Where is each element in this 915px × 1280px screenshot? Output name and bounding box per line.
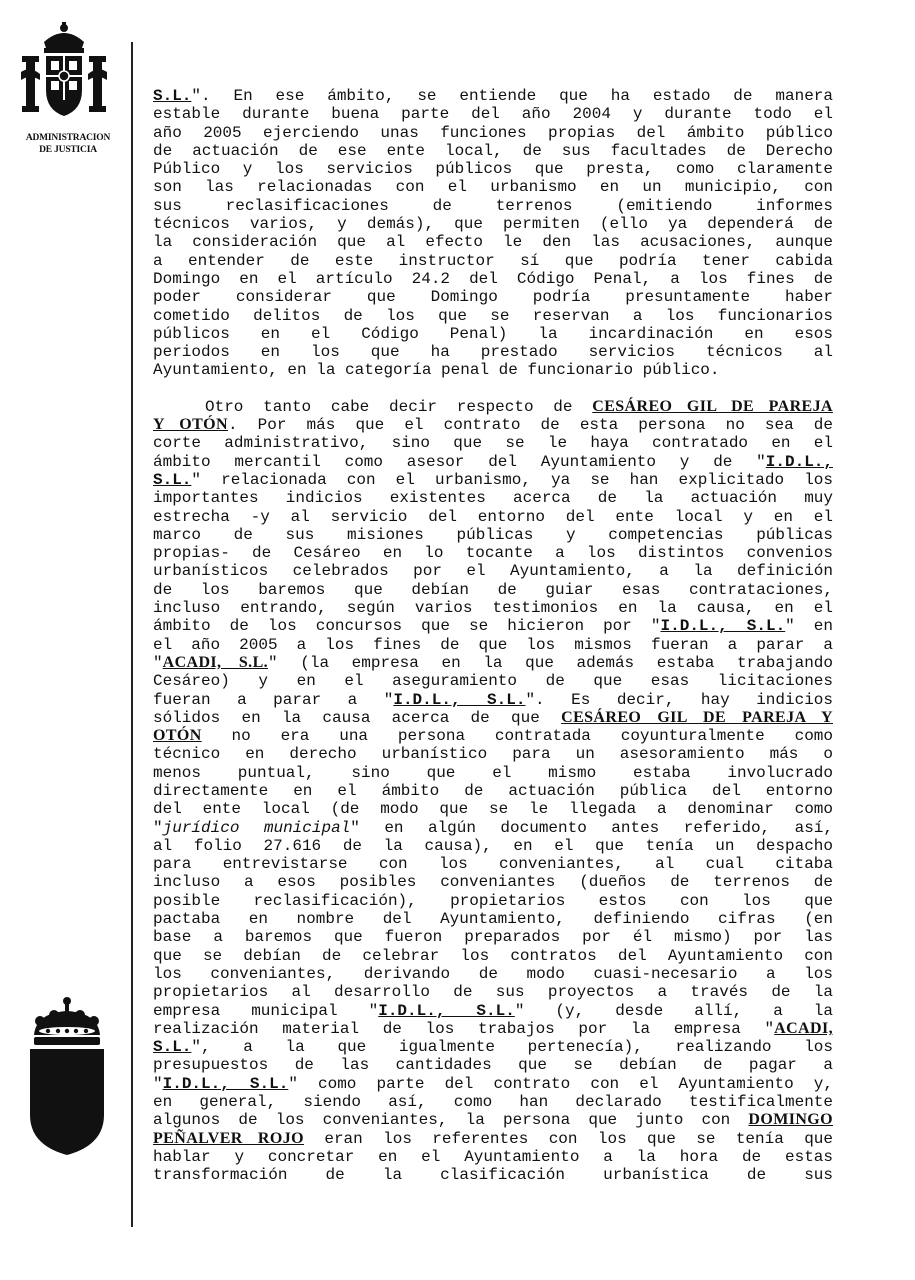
text-line: menos puntual, sino que el mismo estaba involucrado [153,763,833,782]
text-line: incluso entrando, según varios testimonios en la causa, en el [153,599,833,618]
text-line: importantes indicios existentes acerca de la actuación muy [153,489,833,508]
text-line: transformación de la clasificación urbanística de sus [153,1166,833,1185]
quoted-term: jurídico municipal [162,818,351,837]
text-line: presupuestos de las cantidades que se debían de pagar a [153,1056,833,1075]
entity-name: I.D.L., S.L. [378,1001,515,1020]
text-line: pactaba en nombre del Ayuntamiento, definiendo cifras (en [153,910,833,929]
entity-name: S.L. [153,87,192,105]
text-line: corte administrativo, sino que se le haya contratado en el [153,434,833,453]
institution-line-2: DE JUSTICIA [39,145,97,155]
text-line: marco de sus misiones públicas y competencias públicas [153,525,833,544]
institution-label [8,132,128,156]
text-line: Público y los servicios públicos que presta, como claramente [153,160,833,179]
entity-name: S.L. [153,1038,192,1057]
text-line: la consideración que al efecto le den las acusaciones, aunque [153,233,833,252]
person-name: PEÑALVER ROJO [153,1129,304,1147]
text-line: propias- de Cesáreo en lo tocante a los distintos convenios [153,544,833,563]
text-line: estable durante buena parte del año 2004 y durante todo el [153,105,833,124]
entity-name: I.D.L., S.L. [393,690,526,709]
text-line: Cesáreo) y en el aseguramiento de que esas licitaciones [153,672,833,691]
text-line: técnicos varios, y demás), que permiten (ello ya dependerá de [153,215,833,234]
entity-name: S.L. [153,470,192,489]
text-line: públicos en el Código Penal) la incardinación en esos [153,324,833,343]
text-line: al folio 27.616 de la causa), en el que tenía un despacho [153,836,833,855]
text-line: del ente local (de modo que se le llegada a denominar como [153,800,833,819]
text-line: poder considerar que Domingo podría presuntamente haber [153,288,833,307]
text-line: directamente en el ámbito de actuación pública del entorno [153,781,833,800]
text-line: posible reclasificación), propietarios estos con los que [153,891,833,910]
text-line: técnico en derecho urbanístico para un asesoramiento más o [153,745,833,764]
text-line: cometido delitos de los que se reservan a los funcionarios [153,306,833,325]
text-line: periodos en los que ha prestado servicios técnicos al [153,343,833,362]
person-name: Y OTÓN [153,416,228,434]
entity-name: I.D.L., S.L. [660,617,786,636]
text-line: incluso a esos posibles conveniantes (dueños de terrenos de [153,873,833,892]
text-line: propietarios al desarrollo de sus proyectos a través de la [153,983,833,1002]
text-line: son las relacionadas con el urbanismo en un municipio, con [153,178,833,197]
person-name: CESÁREO GIL DE PAREJA Y [561,708,834,726]
text-line: base a baremos que fueron preparados por él mismo) por las [153,928,833,947]
text-line: Domingo en el artículo 24.2 del Código Penal, a los fines de [153,269,833,288]
text-line: en general, siendo así, como han declarado testificalmente [153,1093,833,1112]
text-line: de los baremos que debían de guiar esas contrataciones, [153,580,833,599]
entity-name: I.D.L., [765,452,833,471]
entity-name: ACADI, S.L. [162,653,269,671]
text-line: hablar y concretar en el Ayuntamiento a la hora de estas [153,1147,833,1166]
text-line: que se debían de celebrar los contratos del Ayuntamiento con [153,946,833,965]
text-line: Ayuntamiento, en la categoría penal de funcionario público. [153,361,720,380]
text-line: año 2005 ejerciendo unas funciones propias del ámbito público [153,123,833,142]
entity-name: ACADI, [774,1019,833,1037]
text-line: para entrevistarse con los conveniantes, al cual citaba [153,855,833,874]
text-line: a entender de este instructor sí que podría tener cabida [153,251,833,270]
text-line: los conveniantes, derivando de modo cuasi-necesario a los [153,964,833,983]
person-name: CESÁREO GIL DE PAREJA [592,397,833,415]
spain-coat-of-arms-icon [18,20,110,120]
text-line: de actuación de ese ente local, de sus facultades de Derecho [153,141,833,160]
person-name: OTÓN [153,727,202,745]
institution-line-1: ADMINISTRACION [25,133,111,143]
text-line: urbanísticos celebrados por el Ayuntamiento, a la definición [153,562,833,581]
text-line: el año 2005 a los fines de que los mismos fueran a parar a [153,635,833,654]
text-line: sus reclasificaciones de terrenos (emitiendo informes [153,196,833,215]
entity-name: I.D.L., S.L. [162,1074,289,1093]
margin-rule [131,42,133,1227]
paragraph-1: S.L.". En ese ámbito, se entiende que ha estado de manera estable durante buena parte del año 2004 y durante todo el año 2005 ejerciendo unas funciones propias del ámbito público de actuación de ese ente local, de sus facultades de Derecho Público y los servicios públicos que presta, como claramente son las relacionadas con el urbanismo en un municipio, con sus reclasificaciones de terrenos (emitiendo informes técnicos varios, y demás), que permiten (ello ya dependerá de la consideración que al efecto le den las acusaciones, aunque a entender de este instructor sí que podría tener cabida Domingo en el artículo 24.2 del Código Penal, a los fines de poder considerar que Domingo podría presuntamente haber cometido delitos de los que se reservan a los funcionarios públicos en el Código Penal) la incardinación en esos periodos en los que ha prestado servicios técnicos al Ayuntamiento, en la categoría penal de funcionario público. [153,87,833,380]
document-body [153,87,833,1185]
paragraph-2: Otro tanto cabe decir respecto de CESÁREO GIL DE PAREJA Y OTÓN. Por más que el contrato de esta persona no sea de corte administrativo, sino que se le haya contratado en el ámbito mercantil como asesor del Ayuntamiento y de "I.D.L., S.L." relacionada con el urbanismo, ya se han explicitado los importantes indicios existentes acerca de la actuación muy estrecha -y al servicio del entorno del ente local y en el marco de sus misiones públicas y competencias públicas propias- de Cesáreo en lo tocante a los distintos convenios urbanísticos celebrados por el Ayuntamiento, a la definición de los baremos que debían de guiar esas contrataciones, incluso entrando, según varios testimonios en la causa, en el ámbito de los concursos que se hicieron por "I.D.L., S.L." en el año 2005 a los fines de que los mismos fueran a parar a "ACADI, S.L." (la empresa en la que además estaba trabajando Cesáreo) y en el aseguramiento de que esas licitaciones fueran a parar a "I.D.L., S.L.". Es decir, hay indicios sólidos en la causa acerca de que CESÁREO GIL DE PAREJA Y OTÓN no era una persona contratada coyunturalmente como técnico en derecho urbanístico para un asesoramiento más o menos puntual, sino que el mismo estaba involucrado directamente en el ámbito de actuación pública del entorno del ente local (de modo que se le llegada a denominar como "jurídico municipal" en algún documento antes referido, así, al folio 27.616 de la causa), en el que tenía un despacho para entrevistarse con los conveniantes, al cual citaba incluso a esos posibles conveniantes (dueños de terrenos de posible reclasificación), propietarios estos con los que pactaba en nombre del Ayuntamiento, definiendo cifras (en base a baremos que fueron preparados por él mismo) por las que se debían de celebrar los contratos del Ayuntamiento con los conveniantes, derivando de modo cuasi-necesario a los propietarios al desarrollo de sus proyectos a través de la empresa municipal "I.D.L., S.L." (y, desde allí, a la realización material de los trabajos por la empresa "ACADI, S.L.", a la que igualmente pertenecía), realizando los presupuestos de las cantidades que se debían de pagar a "I.D.L., S.L." como parte del contrato con el Ayuntamiento y, en general, siendo así, como han declarado testificalmente algunos de los conveniantes, la persona que junto con DOMINGO PEÑALVER ROJO eran los referentes con los que se tenía que hablar y concretar en el Ayuntamiento a la hora de estas transformación de la clasificación urbanística de sus [153,397,834,1185]
person-name: DOMINGO [748,1111,833,1129]
text-line: estrecha -y al servicio del entorno del ente local y en el [153,507,833,526]
municipal-crest-icon [28,995,106,1157]
